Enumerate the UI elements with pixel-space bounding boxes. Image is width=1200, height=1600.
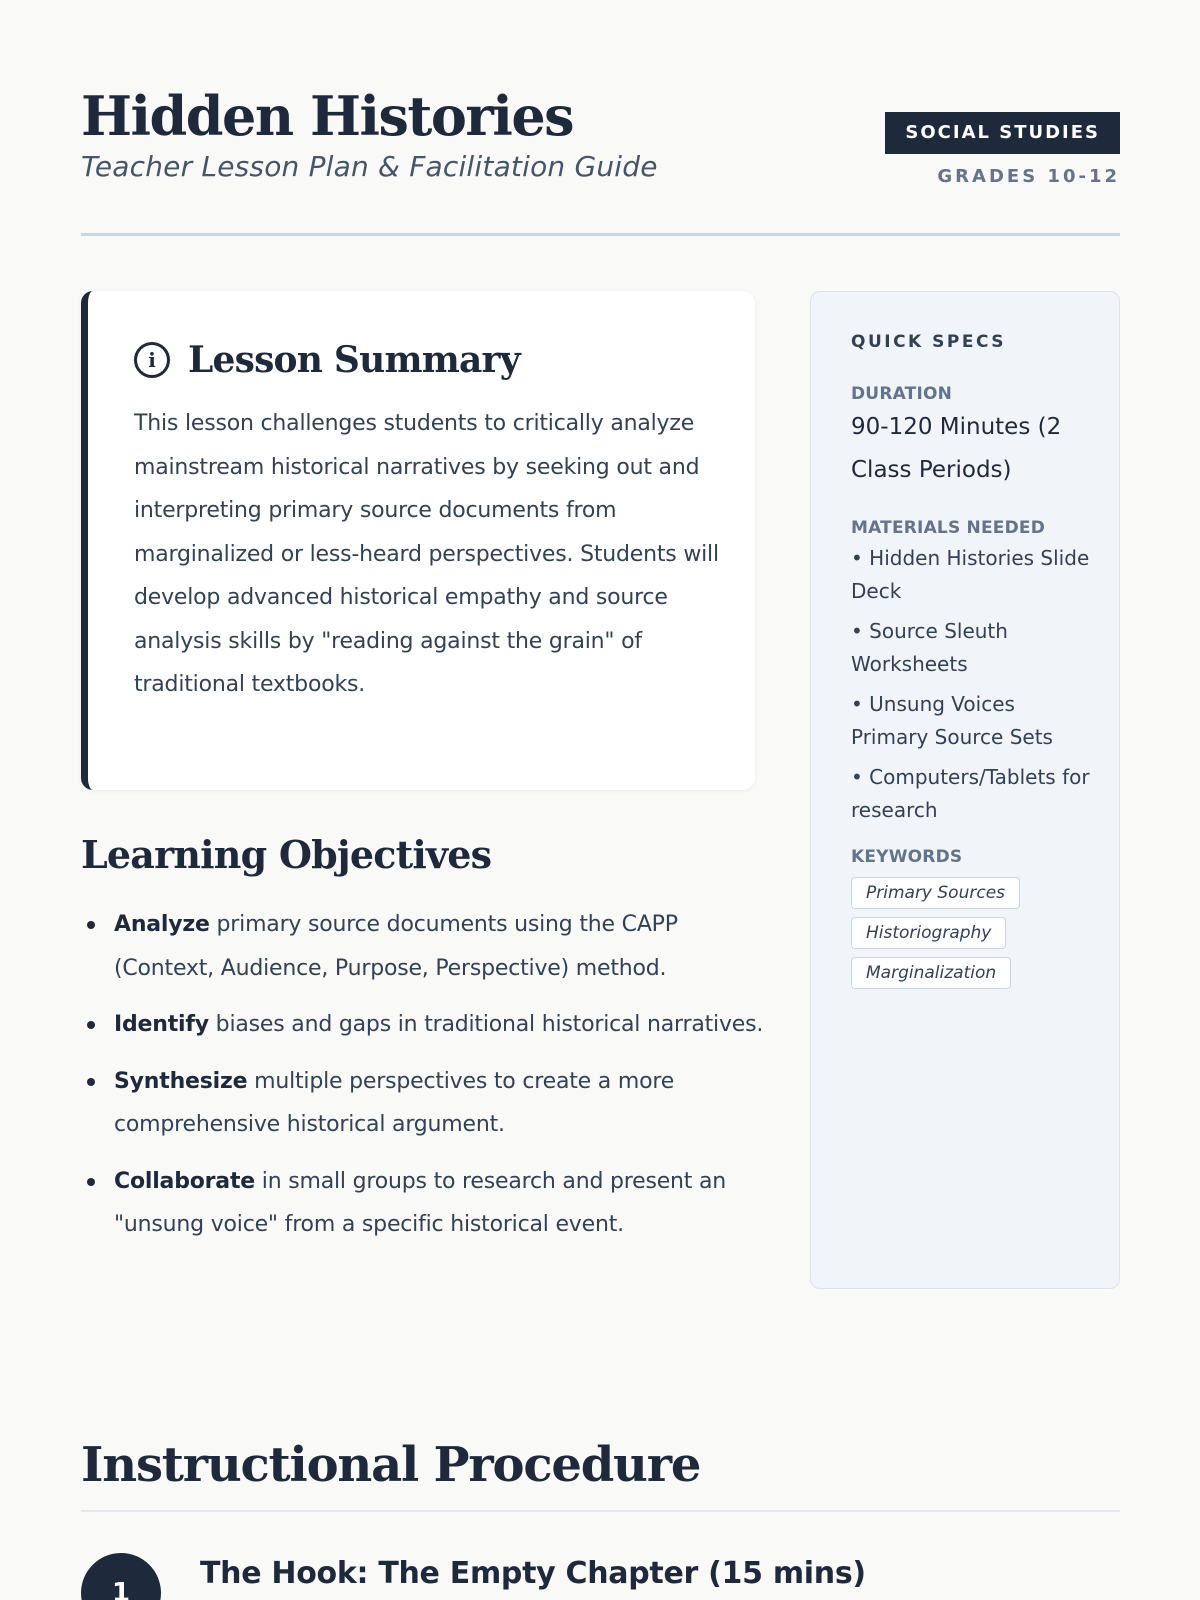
learning-objectives-title: Learning Objectives [81, 832, 492, 877]
objective-text: primary source documents using the CAPP (Context, Audience, Purpose, Perspective) method. [114, 912, 678, 981]
quick-specs-panel [810, 291, 1120, 1289]
materials-label: MATERIALS NEEDED [851, 518, 1046, 538]
header-divider [81, 233, 1120, 236]
objective-item [81, 1160, 771, 1247]
lesson-summary-heading [134, 335, 520, 385]
lesson-summary-text: This lesson challenges students to critically analyze mainstream historical narratives by seeking out and interpreting primary source documents from marginalized or less-heard perspectives. Students will develop advanced historical empathy and source analysis skills by "reading against the grain" of traditional textbooks. [134, 411, 719, 697]
learning-objectives-list [81, 903, 771, 1260]
objective-text: multiple perspectives to create a more comprehensive historical argument. [114, 1068, 675, 1137]
objective-item [81, 1003, 771, 1047]
info-circle-icon: i [134, 342, 170, 378]
step-title: The Hook: The Empty Chapter (15 mins) [200, 1556, 866, 1591]
material-item: • Unsung Voices Primary Source Sets [851, 692, 1053, 749]
objective-text: biases and gaps in traditional historical narratives. [208, 1012, 764, 1037]
keyword-tag: Marginalization [851, 957, 1011, 989]
grade-level: GRADES 10-12 [937, 166, 1120, 187]
duration-label: DURATION [851, 384, 953, 404]
lesson-summary-card [81, 291, 755, 790]
objective-verb: Identify [114, 1012, 209, 1037]
objective-verb: Collaborate [114, 1168, 255, 1194]
objective-verb: Synthesize [114, 1068, 248, 1094]
procedure-divider [81, 1510, 1120, 1512]
keyword-tag: Primary Sources [851, 877, 1020, 909]
objective-item [81, 903, 771, 990]
objective-text: in small groups to research and present an "unsung voice" from a specific historical event. [114, 1168, 727, 1237]
keyword-tag: Historiography [851, 917, 1006, 949]
material-item: • Source Sleuth Worksheets [851, 619, 1008, 676]
objective-verb: Analyze [114, 912, 210, 937]
quick-specs-label: QUICK SPECS [851, 332, 1006, 352]
material-item: • Hidden Histories Slide Deck [851, 546, 1090, 603]
instructional-procedure-title: Instructional Procedure [81, 1437, 701, 1493]
material-item: • Computers/Tablets for research [851, 765, 1090, 822]
keywords-label: KEYWORDS [851, 847, 963, 867]
subject-badge: SOCIAL STUDIES [885, 112, 1120, 154]
step-number-badge: 1 [81, 1553, 161, 1600]
lesson-summary-title: Lesson Summary [188, 339, 520, 381]
document-header [81, 84, 1120, 192]
objective-item [81, 1060, 771, 1147]
document-title: Hidden Histories [81, 84, 574, 148]
document-subtitle: Teacher Lesson Plan & Facilitation Guide [81, 150, 658, 183]
duration-value: 90-120 Minutes (2 Class Periods) [851, 414, 1062, 483]
